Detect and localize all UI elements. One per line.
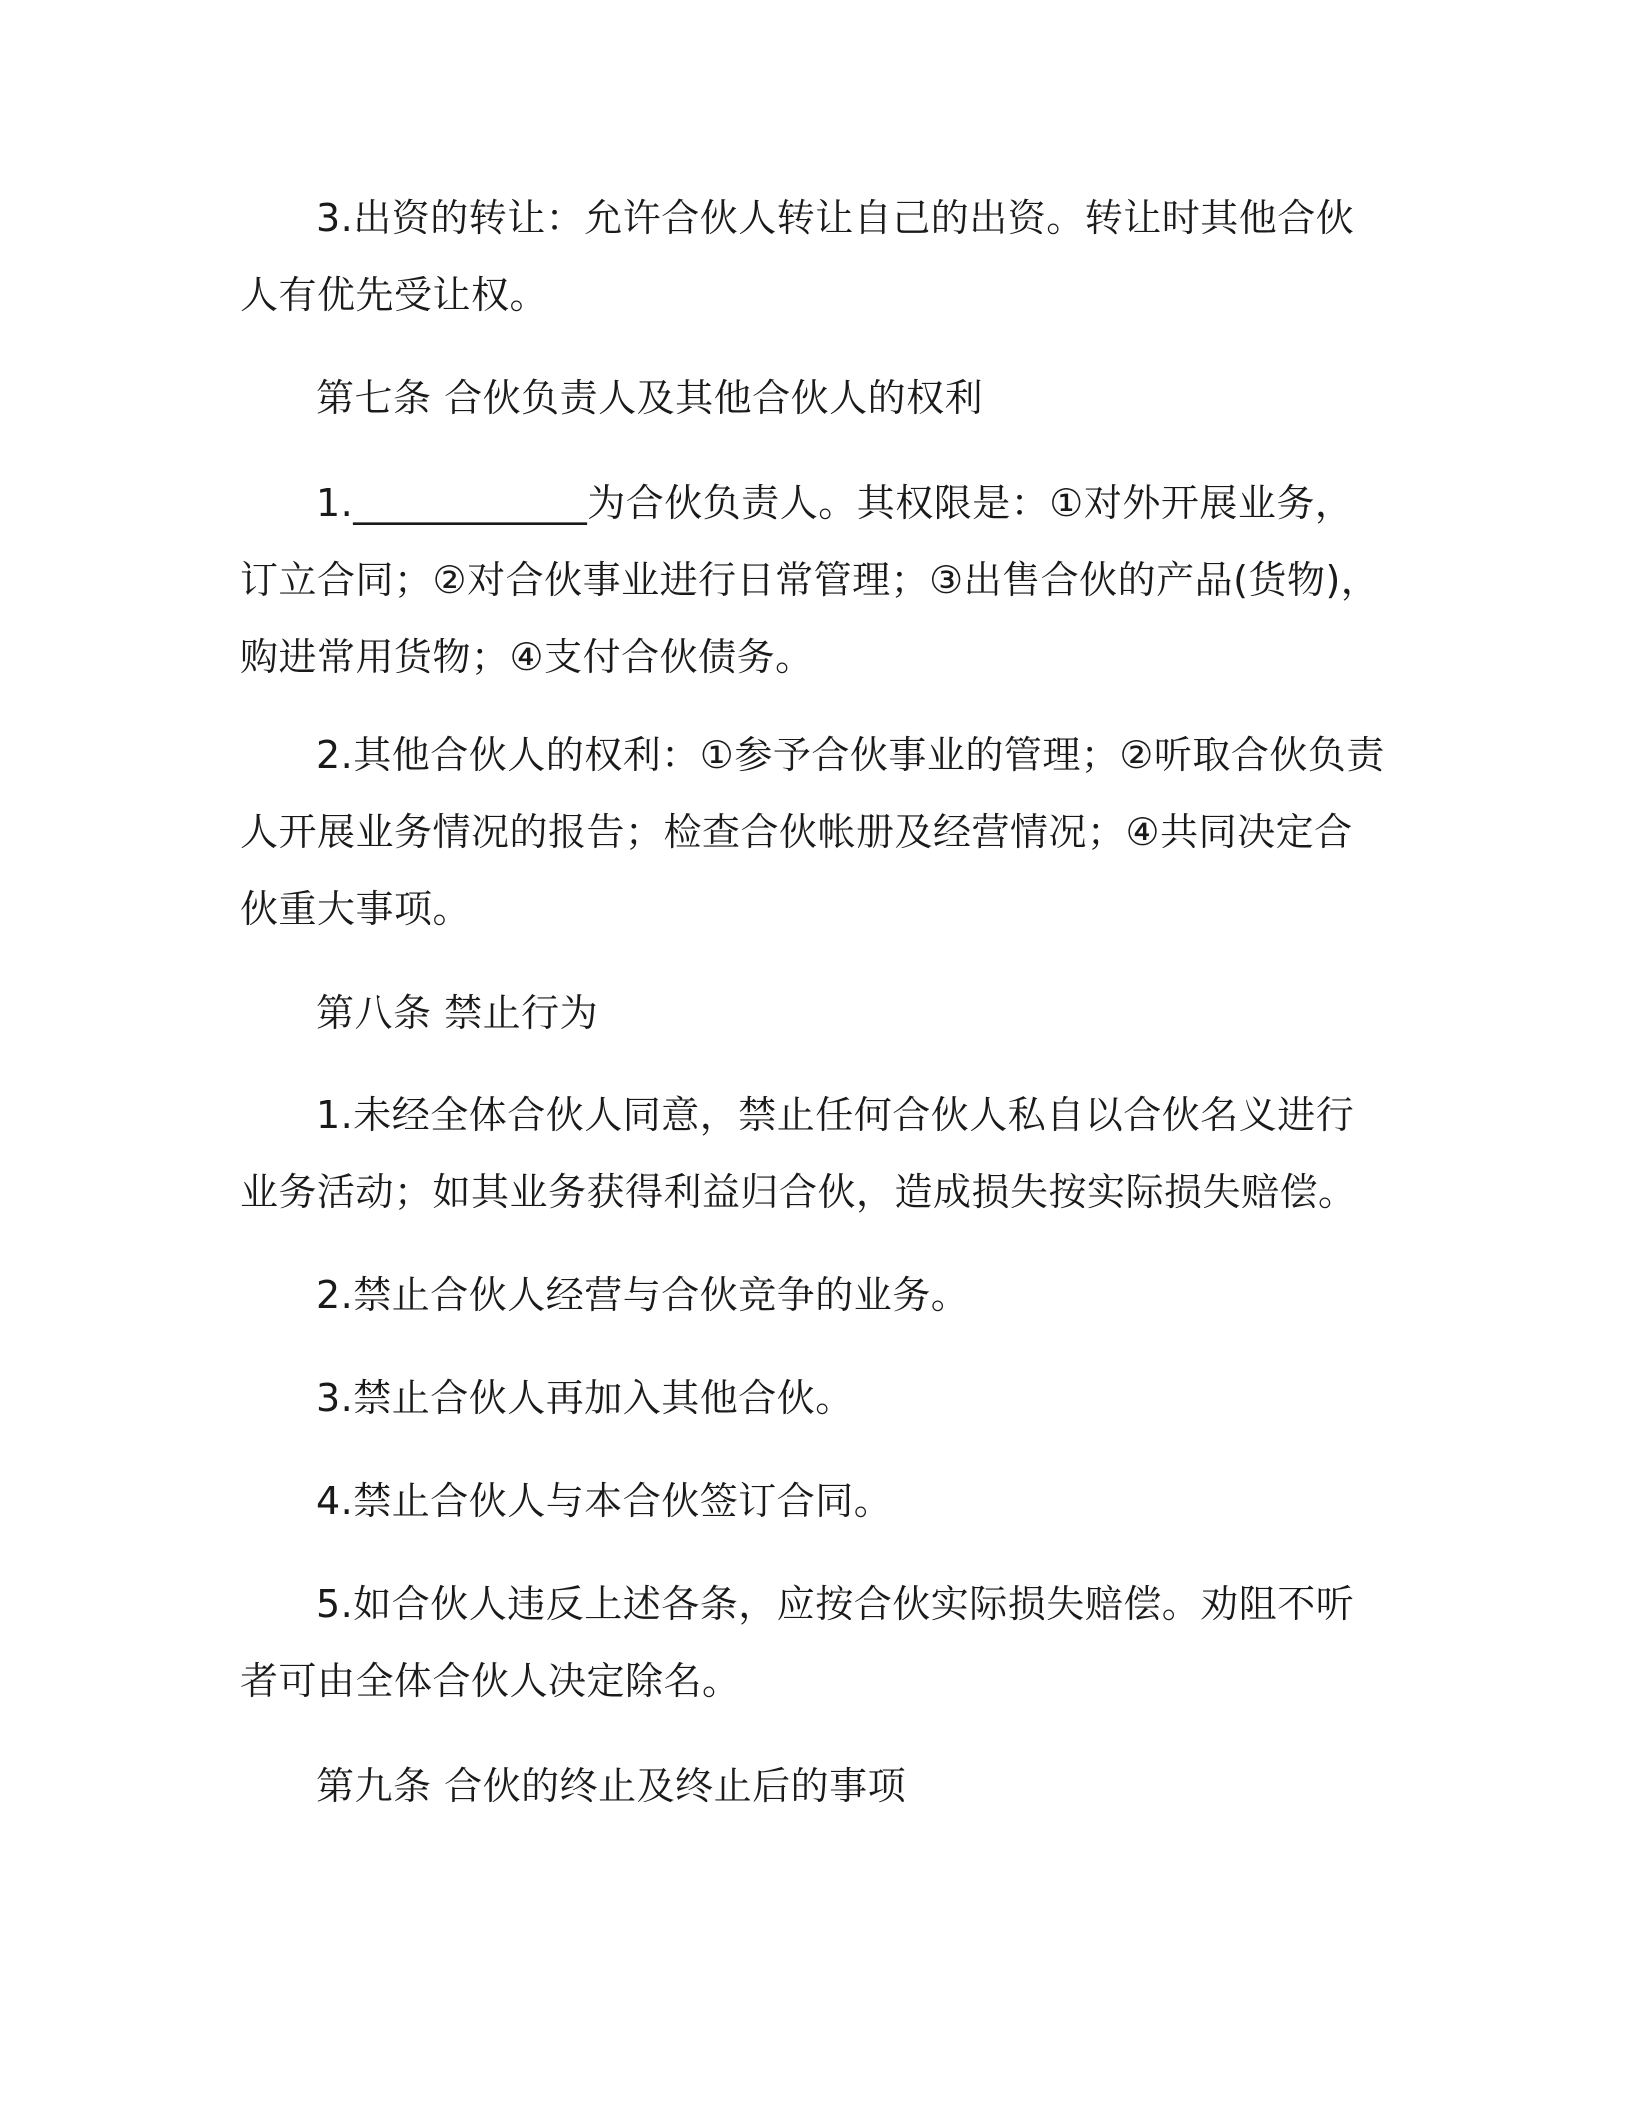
heading-article-9: 第九条 合伙的终止及终止后的事项	[316, 1764, 907, 1808]
paragraph-responsible-partner: 1.____________为合伙负责人。其权限是：①对外开展业务，订立合同；②对合伙事业进行日常管理；③出售合伙的产品(货物)，购进常用货物；④支付合伙债务。	[240, 481, 1380, 679]
heading-article-8: 第八条 禁止行为	[316, 991, 599, 1035]
paragraph-capital-transfer: 3.出资的转让：允许合伙人转让自己的出资。转让时其他合伙人有优先受让权。	[240, 196, 1355, 317]
paragraph-prohibition-5: 5.如合伙人违反上述各条，应按合伙实际损失赔偿。劝阻不听者可由全体合伙人决定除名。	[240, 1582, 1355, 1703]
paragraph-prohibition-3: 3.禁止合伙人再加入其他合伙。	[316, 1376, 854, 1420]
paragraph-prohibition-4: 4.禁止合伙人与本合伙签订合同。	[316, 1479, 893, 1523]
paragraph-other-partners-rights: 2.其他合伙人的权利：①参予合伙事业的管理；②听取合伙负责人开展业务情况的报告；检查合伙帐册及经营情况；④共同决定合伙重大事项。	[240, 733, 1385, 931]
heading-article-7: 第七条 合伙负责人及其他合伙人的权利	[316, 376, 984, 420]
paragraph-prohibition-2: 2.禁止合伙人经营与合伙竞争的业务。	[316, 1273, 970, 1317]
paragraph-prohibition-1: 1.未经全体合伙人同意，禁止任何合伙人私自以合伙名义进行业务活动；如其业务获得利益归合伙，造成损失按实际损失赔偿。	[240, 1093, 1357, 1214]
